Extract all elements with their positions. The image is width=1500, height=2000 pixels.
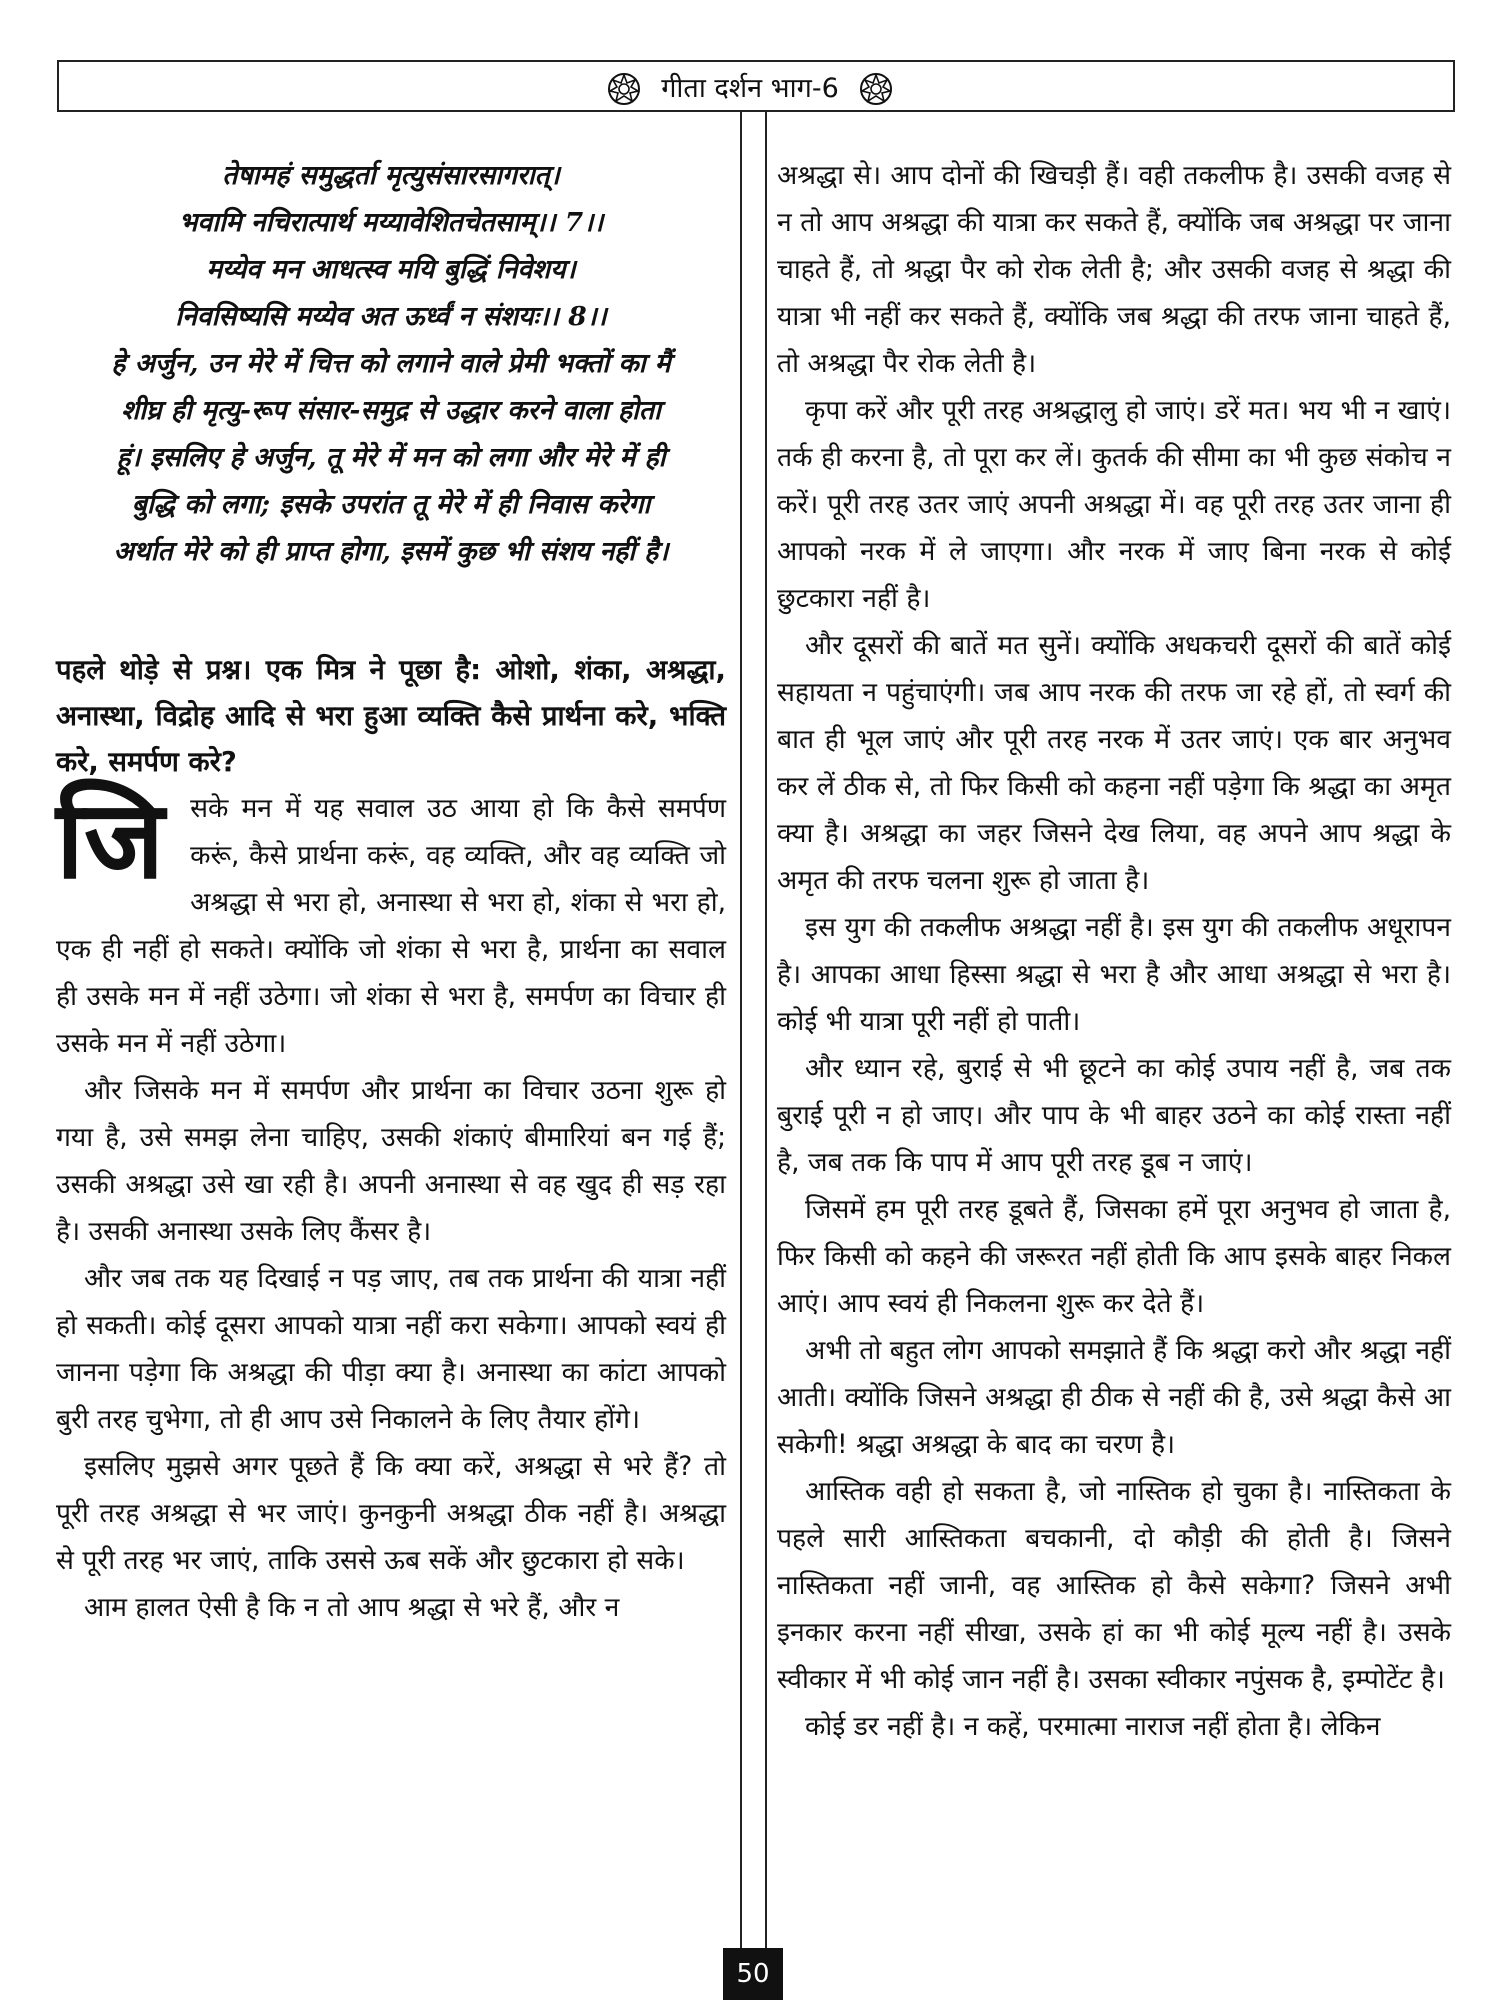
right-column-rule: [765, 110, 767, 1948]
verse-translation-line: बुद्धि को लगा; इसके उपरांत तू मेरे में ही निवास करेगा: [131, 489, 651, 520]
left-column-rule: [740, 110, 742, 1948]
body-paragraph: जिसमें हम पूरी तरह डूबते हैं, जिसका हमें पूरा अनुभव हो जाता है, फिर किसी को कहने की जरूरत नहीं होती कि आप इसके बाहर निकल आएं। आप स्वयं ही निकलना शुरू कर देते हैं।: [777, 1194, 1451, 1319]
dropcap-letter: जि: [56, 777, 165, 903]
right-column: [777, 152, 1451, 1750]
body-paragraph: इस युग की तकलीफ अश्रद्धा नहीं है। इस युग की तकलीफ अधूरापन है। आपका आधा हिस्सा श्रद्धा से भरा है और आधा अश्रद्धा से भरा है। कोई भी यात्रा पूरी नहीं हो पाती।: [777, 912, 1452, 1037]
verse-translation-line: शीघ्र ही मृत्यु-रूप संसार-समुद्र से उद्धार करने वाला होता: [121, 395, 661, 426]
dropcap-paragraph: [56, 777, 726, 1067]
dropcap-text: सके मन में यह सवाल उठ आया हो कि कैसे समर्पण करूं, कैसे प्रार्थना करूं, वह व्यक्ति, और वह व्यक्ति जो अश्रद्धा से भरा हो, अनास्था से भरा हो, शंका से भरा हो, एक ही नहीं हो सकते। क्योंकि जो शंका से भरा है, प्रार्थना का सवाल ही उसके मन में नहीं उठेगा। जो शंका से भरा है, समर्पण का विचार ही उसके मन में नहीं उठेगा।: [56, 793, 726, 1059]
sanskrit-verse-block: [56, 152, 726, 575]
star-flower-icon: [607, 72, 641, 106]
body-paragraph: अभी तो बहुत लोग आपको समझाते हैं कि श्रद्धा करो और श्रद्धा नहीं आती। क्योंकि जिसने अश्रद्धा ही ठीक से नहीं की है, उसे श्रद्धा कैसे आ सकेगी! श्रद्धा अश्रद्धा के बाद का चरण है।: [777, 1335, 1451, 1460]
body-paragraph: कोई डर नहीं है। न कहें, परमात्मा नाराज नहीं होता है। लेकिन: [805, 1711, 1381, 1742]
verse-translation-line: अर्थात मेरे को ही प्राप्त होगा, इसमें कुछ भी संशय नहीं है।: [113, 536, 669, 567]
body-paragraph: और जब तक यह दिखाई न पड़ जाए, तब तक प्रार्थना की यात्रा नहीं हो सकती। कोई दूसरा आपको यात्रा नहीं करा सकेगा। आपको स्वयं ही जानना पड़ेगा कि अश्रद्धा की पीड़ा क्या है। अनास्था का कांटा आपको बुरी तरह चुभेगा, तो ही आप उसे निकालने के लिए तैयार होंगे।: [56, 1263, 726, 1435]
body-paragraph: कृपा करें और पूरी तरह अश्रद्धालु हो जाएं। डरें मत। भय भी न खाएं। तर्क ही करना है, तो पूरा कर लें। कुतर्क की सीमा का भी कुछ संकोच न करें। पूरी तरह उतर जाएं अपनी अश्रद्धा में। वह पूरी तरह उतर जाना ही आपको नरक में ले जाएगा। और नरक में जाए बिना नरक से कोई छुटकारा नहीं है।: [777, 395, 1451, 614]
body-paragraph: और ध्यान रहे, बुराई से भी छूटने का कोई उपाय नहीं है, जब तक बुराई पूरी न हो जाए। और पाप के भी बाहर उठने का कोई रास्ता नहीं है, जब तक कि पाप में आप पूरी तरह डूब न जाएं।: [777, 1053, 1451, 1178]
verse-line: निवसिष्यसि मय्येव अत ऊर्ध्वं न संशयः।। 8।।: [175, 301, 607, 332]
running-header: [0, 72, 1500, 106]
left-column: [56, 152, 726, 1631]
left-column-top-rule: [700, 110, 742, 112]
verse-line: भवामि नचिरात्पार्थ मय्यावेशितचेतसाम्।। 7।।: [178, 207, 604, 238]
verse-translation-line: हे अर्जुन, उन मेरे में चित्त को लगाने वाले प्रेमी भक्तों का मैं: [111, 348, 671, 379]
question-heading: पहले थोड़े से प्रश्न। एक मित्र ने पूछा है: ओशो, शंका, अश्रद्धा, अनास्था, विद्रोह आदि से भरा हुआ व्यक्ति कैसे प्रार्थना करे, भक्ति करे, समर्पण करे?: [56, 654, 726, 778]
star-flower-icon: [859, 72, 893, 106]
body-paragraph: आस्तिक वही हो सकता है, जो नास्तिक हो चुका है। नास्तिकता के पहले सारी आस्तिकता बचकानी, दो कौड़ी की होती है। जिसने नास्तिकता नहीं जानी, वह आस्तिक हो कैसे सकेगा? जिसने अभी इनकार करना नहीं सीखा, उसके हां का भी कोई मूल्य नहीं है। उसके स्वीकार में भी कोई जान नहीं है। उसका स्वीकार नपुंसक है, इम्पोटेंट है।: [777, 1476, 1451, 1695]
page-number: 50: [723, 1948, 783, 2000]
verse-translation-line: हूं। इसलिए हे अर्जुन, तू मेरे में मन को लगा और मेरे में ही: [116, 442, 666, 473]
verse-line: मय्येव मन आधत्स्व मयि बुद्धिं निवेशय।: [206, 254, 576, 285]
body-paragraph: आम हालत ऐसी है कि न तो आप श्रद्धा से भरे हैं, और न: [84, 1592, 620, 1623]
body-paragraph: इसलिए मुझसे अगर पूछते हैं कि क्या करें, अश्रद्धा से भरे हैं? तो पूरी तरह अश्रद्धा से भर जाएं। कुनकुनी अश्रद्धा ठीक नहीं है। अश्रद्धा से पूरी तरह भर जाएं, ताकि उससे ऊब सकें और छुटकारा हो सके।: [56, 1451, 726, 1576]
book-title: गीता दर्शन भाग-6: [661, 73, 839, 104]
body-paragraph: अश्रद्धा से। आप दोनों की खिचड़ी हैं। वही तकलीफ है। उसकी वजह से न तो आप अश्रद्धा की यात्रा कर सकते हैं, क्योंकि जब अश्रद्धा पर जाना चाहते हैं, तो श्रद्धा पैर को रोक लेती है; और उसकी वजह से श्रद्धा की यात्रा भी नहीं कर सकते हैं, क्योंकि जब श्रद्धा की तरफ जाना चाहते हैं, तो अश्रद्धा पैर रोक लेती है।: [777, 160, 1451, 379]
body-paragraph: और जिसके मन में समर्पण और प्रार्थना का विचार उठना शुरू हो गया है, उसे समझ लेना चाहिए, उसकी शंकाएं बीमारियां बन गई हैं; उसकी अश्रद्धा उसे खा रही है। अपनी अनास्था से वह खुद ही सड़ रहा है। उसकी अनास्था उसके लिए कैंसर है।: [56, 1075, 726, 1247]
verse-line: तेषामहं समुद्धर्ता मृत्युसंसारसागरात्।: [222, 160, 560, 191]
right-column-top-rule: [765, 110, 807, 112]
body-paragraph: और दूसरों की बातें मत सुनें। क्योंकि अधकचरी दूसरों की बातें कोई सहायता न पहुंचाएंगी। जब आप नरक की तरफ जा रहे हों, तो स्वर्ग की बात ही भूल जाएं और पूरी तरह नरक में उतर जाएं। एक बार अनुभव कर लें ठीक से, तो फिर किसी को कहना नहीं पड़ेगा कि श्रद्धा का अमृत क्या है। अश्रद्धा का जहर जिसने देख लिया, वह अपने आप श्रद्धा के अमृत की तरफ चलना शुरू हो जाता है।: [777, 630, 1451, 896]
